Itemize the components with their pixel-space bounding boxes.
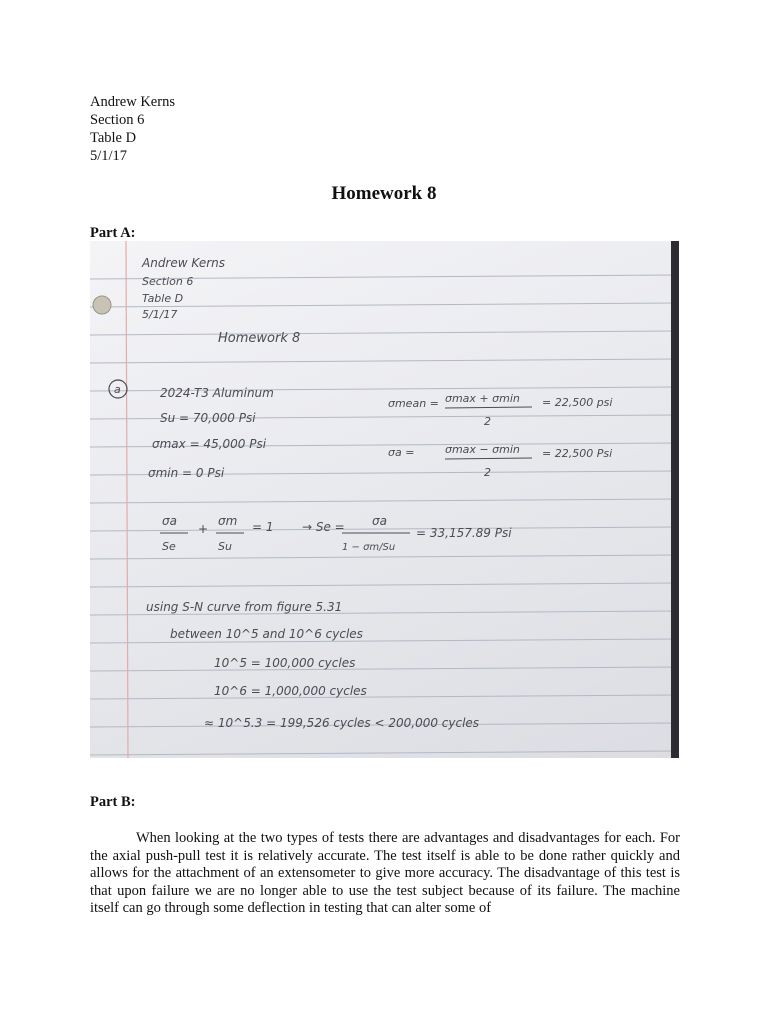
table-label: Table D <box>90 130 137 146</box>
photo-edge <box>671 241 679 758</box>
hw-note-10-5: 10^5 = 100,000 cycles <box>214 656 356 670</box>
hw-mean-result: = 22,500 psi <box>542 396 613 409</box>
author-name: Andrew Kerns <box>90 94 175 110</box>
hw-mean-fraction-bar <box>445 407 532 408</box>
hw-goodman-eq: = 1 <box>252 520 274 534</box>
part-a-heading: Part A: <box>90 225 136 241</box>
hw-alt-fraction-bar <box>445 458 532 459</box>
notebook-page <box>90 241 679 758</box>
date: 5/1/17 <box>90 148 128 164</box>
hw-name: Andrew Kerns <box>142 256 225 270</box>
part-b-body <box>90 830 680 918</box>
binder-hole <box>93 296 111 314</box>
hw-goodman-result: = 33,157.89 Psi <box>416 526 512 540</box>
hw-goodman-arrow: → Se = <box>302 520 345 534</box>
handwritten-notes-photo <box>90 241 679 758</box>
hw-date: 5/1/17 <box>142 308 178 321</box>
hw-alt-result: = 22,500 Psi <box>542 447 613 460</box>
section-number: Section 6 <box>90 112 145 128</box>
hw-given-smin: σmin = 0 Psi <box>148 466 225 480</box>
hw-goodman-frac2-den: Su <box>218 540 232 553</box>
hw-goodman-frac2-num: σm <box>218 514 238 528</box>
hw-section: Section 6 <box>142 275 194 288</box>
margin-line <box>126 241 128 758</box>
hw-mean-lhs: σmean = <box>388 397 439 410</box>
hw-goodman-frac3-den: 1 − σm/Su <box>342 542 396 553</box>
author-header <box>90 93 175 165</box>
hw-note-result: ≈ 10^5.3 = 199,526 cycles < 200,000 cycles <box>204 716 480 730</box>
part-b-paragraph: When looking at the two types of tests there are advantages and disadvantages for each. For the axial push-pull test it is relatively accurate. The test itself is able to be done rather quickly and allows for the attachment of an extensometer to give more accuracy. The disadvantage of this test is that upon failure we are no longer able to use the test subject because of its failure. The machine itself can go through some deflection in testing that can alter some of <box>90 830 680 916</box>
hw-alt-lhs: σa = <box>388 446 415 459</box>
hw-mean-denominator: 2 <box>484 415 491 428</box>
hw-alt-denominator: 2 <box>484 466 491 479</box>
hw-alt-numerator: σmax − σmin <box>445 443 520 456</box>
hw-table: Table D <box>142 292 184 305</box>
hw-part-label: a <box>114 383 121 396</box>
hw-title: Homework 8 <box>218 331 301 346</box>
hw-note-sn-curve: using S-N curve from figure 5.31 <box>146 600 343 614</box>
hw-goodman-frac1-num: σa <box>162 514 177 528</box>
hw-goodman-plus: + <box>198 522 209 536</box>
hw-note-between: between 10^5 and 10^6 cycles <box>170 627 363 641</box>
hw-given-material: 2024-T3 Aluminum <box>160 386 274 400</box>
hw-note-10-6: 10^6 = 1,000,000 cycles <box>214 684 367 698</box>
hw-goodman-frac3-num: σa <box>372 514 387 528</box>
part-b-heading: Part B: <box>90 794 136 810</box>
hw-mean-numerator: σmax + σmin <box>445 392 520 405</box>
document-title: Homework 8 <box>331 183 437 204</box>
hw-given-smax: σmax = 45,000 Psi <box>152 437 267 451</box>
hw-goodman-frac1-den: Se <box>162 540 176 553</box>
hw-given-su: Su = 70,000 Psi <box>160 411 256 425</box>
